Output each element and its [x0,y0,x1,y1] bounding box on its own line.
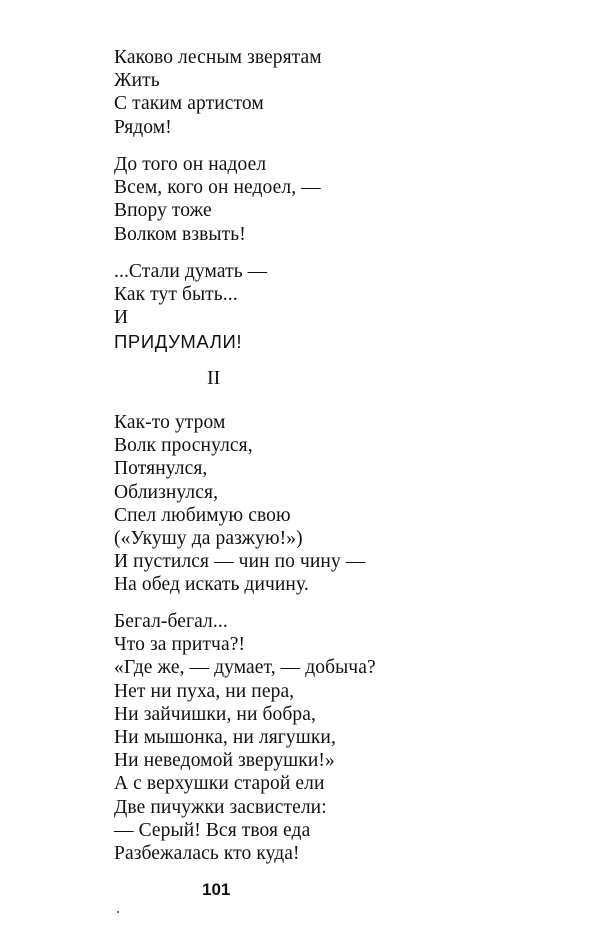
poem-line: С таким артистом [114,93,264,115]
poem-line: И пустился — чин по чину — [114,551,366,573]
poem-line: Волк проснулся, [114,435,253,457]
poem-line: Жить [114,70,160,92]
poem-line: Ни неведомой зверушки!» [114,750,335,772]
stanza-3 [114,260,554,353]
poem-line: До того он надоел [114,154,267,175]
poem-line: — Серый! Вся твоя еда [114,819,311,841]
poem-line: Впору тоже [114,200,212,222]
poem-line: ПРИДУМАЛИ! [114,330,243,352]
poem-line: Как тут быть... [114,284,238,306]
poem-line: Что за притча?! [114,634,246,656]
page-number: 101 [202,880,231,899]
poem-line: Каково лесным зверятам [114,47,322,68]
poem-line: Спел любимую свою [114,504,291,526]
poem-line: Разбежалась кто куда! [114,843,300,865]
section-number: II [207,367,221,389]
stanza-5 [114,610,554,865]
poem-line: Облизнулся, [114,481,219,503]
poem-line: Потянулся, [114,458,208,480]
poem-line: Всем, кого он недоел, — [114,177,321,199]
stanza-1 [114,46,554,139]
poem-line: На обед искать дичину. [114,574,309,596]
poem-line: Бегал-бегал... [114,611,228,632]
poem-line: Волком взвыть! [114,223,246,245]
poem-line: ...Стали думать — [114,261,268,282]
poem-line: Рядом! [114,116,172,138]
poem-line: Ни зайчишки, ни бобра, [114,703,316,725]
print-speck [117,911,119,913]
poem-line: Нет ни пуха, ни пера, [114,680,295,702]
stanza-4 [114,411,554,597]
poem-line: Ни мышонка, ни лягушки, [114,727,336,749]
poem-line: Как-то утром [114,412,226,433]
poem-line: И [114,307,129,329]
stanza-2 [114,153,554,246]
poem-line: «Где же, — думает, — добыча? [114,657,376,679]
poem-line: А с верхушки старой ели [114,773,325,795]
poem-line: («Укушу да разжую!») [114,528,303,550]
poem-line: Две пичужки засвистели: [114,796,327,818]
